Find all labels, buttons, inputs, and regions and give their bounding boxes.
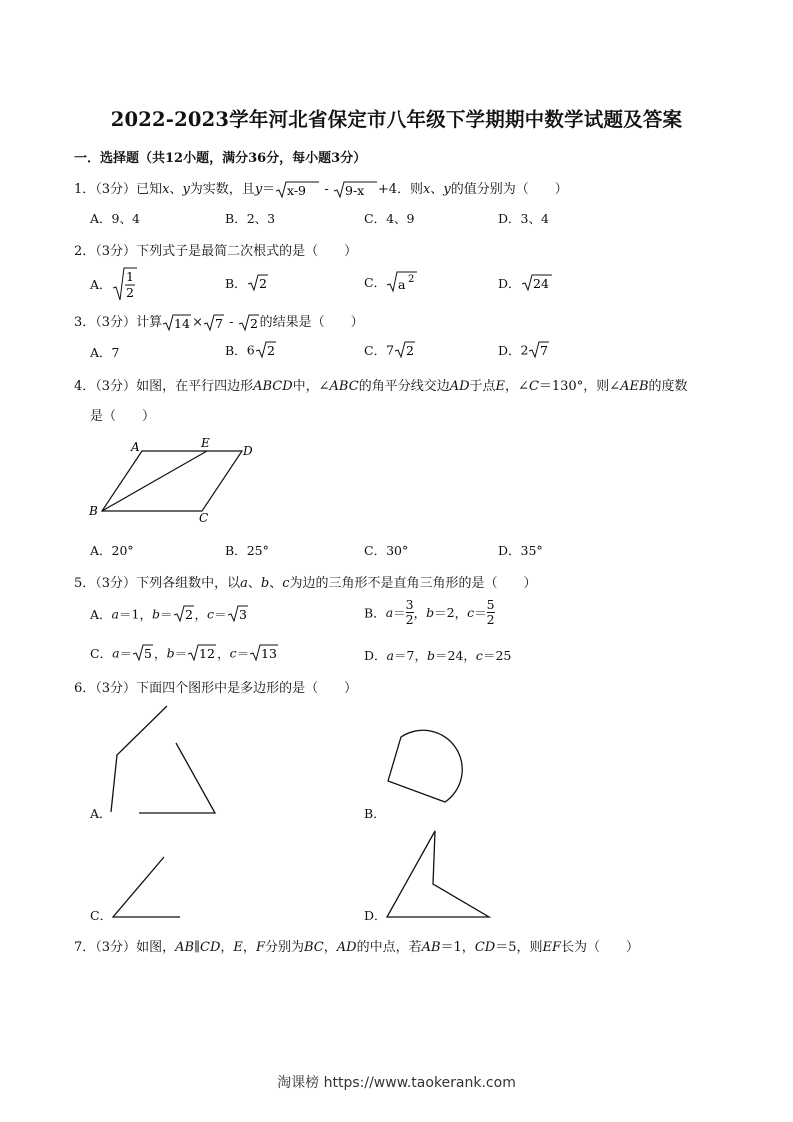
svg-text:7: 7	[540, 343, 549, 358]
question-1-stem: 1．（3分）已知x、y为实数，且y＝ x-9 - 9-x +4．则x、y的值分别为（ ）	[74, 178, 568, 200]
radical-fraction-half	[112, 266, 138, 302]
q6-figure-d	[380, 825, 500, 925]
q5-option-d[interactable]: D．a＝7，b＝24，c＝25	[364, 648, 512, 663]
question-7-stem: 7．（3分）如图，AB∥CD，E，F分别为BC，AD的中点，若AB＝1，CD＝5，则EF长为（ ）	[74, 940, 639, 955]
q6-figure-a	[100, 700, 230, 820]
q5-option-b[interactable]: B．a＝ $\frac{3}{2}$ ，b＝2，c＝ $\frac{5}{2}$	[364, 597, 495, 627]
svg-text:2: 2	[249, 315, 258, 331]
q6-figure-b	[380, 725, 480, 815]
q2-option-c[interactable]: C． a 2	[364, 270, 418, 294]
svg-text:2: 2	[408, 274, 415, 285]
label-B: B	[89, 504, 98, 518]
q5-option-a[interactable]: A．a＝1，b＝ 2 ，c＝ 3	[90, 606, 247, 622]
footer-watermark: 淘课榜 https://www.taokerank.com	[277, 1075, 516, 1091]
radical-x-minus-9	[275, 180, 320, 200]
q2-option-a[interactable]: A． 1 2	[90, 266, 138, 302]
q6-option-d[interactable]: D．	[364, 908, 387, 923]
svg-text:2: 2	[184, 607, 193, 622]
svg-text:2: 2	[266, 343, 275, 358]
q4-option-c[interactable]: C．30°	[364, 543, 409, 558]
question-6-stem: 6．（3分）下面四个图形中是多边形的是（ ）	[74, 681, 358, 696]
svg-text:2: 2	[258, 276, 267, 291]
svg-text:7: 7	[214, 315, 223, 331]
label-C: C	[199, 511, 209, 525]
q3-option-a[interactable]: A．7	[90, 345, 120, 360]
q3-option-c[interactable]: C．7 2	[364, 342, 414, 358]
label-D: D	[243, 444, 253, 458]
parallelogram-figure	[85, 438, 265, 528]
svg-text:14: 14	[174, 315, 190, 331]
svg-text:13: 13	[261, 646, 278, 661]
label-E: E	[201, 436, 210, 450]
svg-text:9-x: 9-x	[344, 182, 365, 198]
svg-text:x-9: x-9	[287, 182, 307, 198]
q1-option-d[interactable]: D．3、4	[498, 211, 549, 226]
label-A: A	[131, 440, 140, 454]
question-5-stem: 5．（3分）下列各组数中，以a、b、c为边的三角形不是直角三角形的是（ ）	[74, 576, 537, 591]
q3-option-b[interactable]: B．6 2	[225, 342, 275, 358]
q6-option-b[interactable]: B．	[364, 806, 386, 821]
svg-text:12: 12	[199, 646, 215, 661]
q2-option-b[interactable]: B． 2	[225, 276, 267, 291]
q6-option-c[interactable]: C．	[90, 908, 113, 923]
q4-option-d[interactable]: D．35°	[498, 543, 543, 558]
q5-option-c[interactable]: C．a＝ 5 ，b＝ 12 ，c＝ 13	[90, 645, 278, 661]
q6-figure-c	[105, 850, 195, 925]
question-4-stem-line1: 4．（3分）如图，在平行四边形ABCD中，∠ABC的角平分线交边AD于点E，∠C＝130°，则∠AEB的度数	[74, 379, 688, 394]
q4-option-a[interactable]: A．20°	[90, 543, 134, 558]
q2-option-d[interactable]: D． 24	[498, 273, 553, 293]
svg-text:1: 1	[125, 269, 134, 284]
question-3-stem: 3．（3分）计算 14 × 7 - 2 的结果是（ ）	[74, 315, 364, 331]
svg-text:2: 2	[406, 343, 414, 358]
question-4-stem-line2: 是（ ）	[90, 409, 156, 424]
q1-option-c[interactable]: C．4、9	[364, 211, 415, 226]
page-title: 2022-2023学年河北省保定市八年级下学期期中数学试题及答案	[110, 108, 683, 131]
svg-text:5: 5	[144, 646, 152, 661]
q1-option-b[interactable]: B．2、3	[225, 211, 276, 226]
svg-text:a: a	[398, 277, 406, 292]
question-2-stem: 2．（3分）下列式子是最简二次根式的是（ ）	[74, 244, 358, 259]
q1-option-a[interactable]: A．9、4	[90, 211, 140, 226]
q6-option-a[interactable]: A．	[90, 806, 112, 821]
svg-text:2: 2	[125, 285, 134, 300]
radical-9-minus-x	[333, 180, 378, 200]
q4-option-b[interactable]: B．25°	[225, 543, 269, 558]
svg-text:24: 24	[532, 276, 549, 291]
svg-text:3: 3	[238, 607, 247, 622]
q3-option-d[interactable]: D．2 7	[498, 342, 549, 358]
section-heading: 一．选择题（共12小题，满分36分，每小题3分）	[74, 151, 367, 166]
